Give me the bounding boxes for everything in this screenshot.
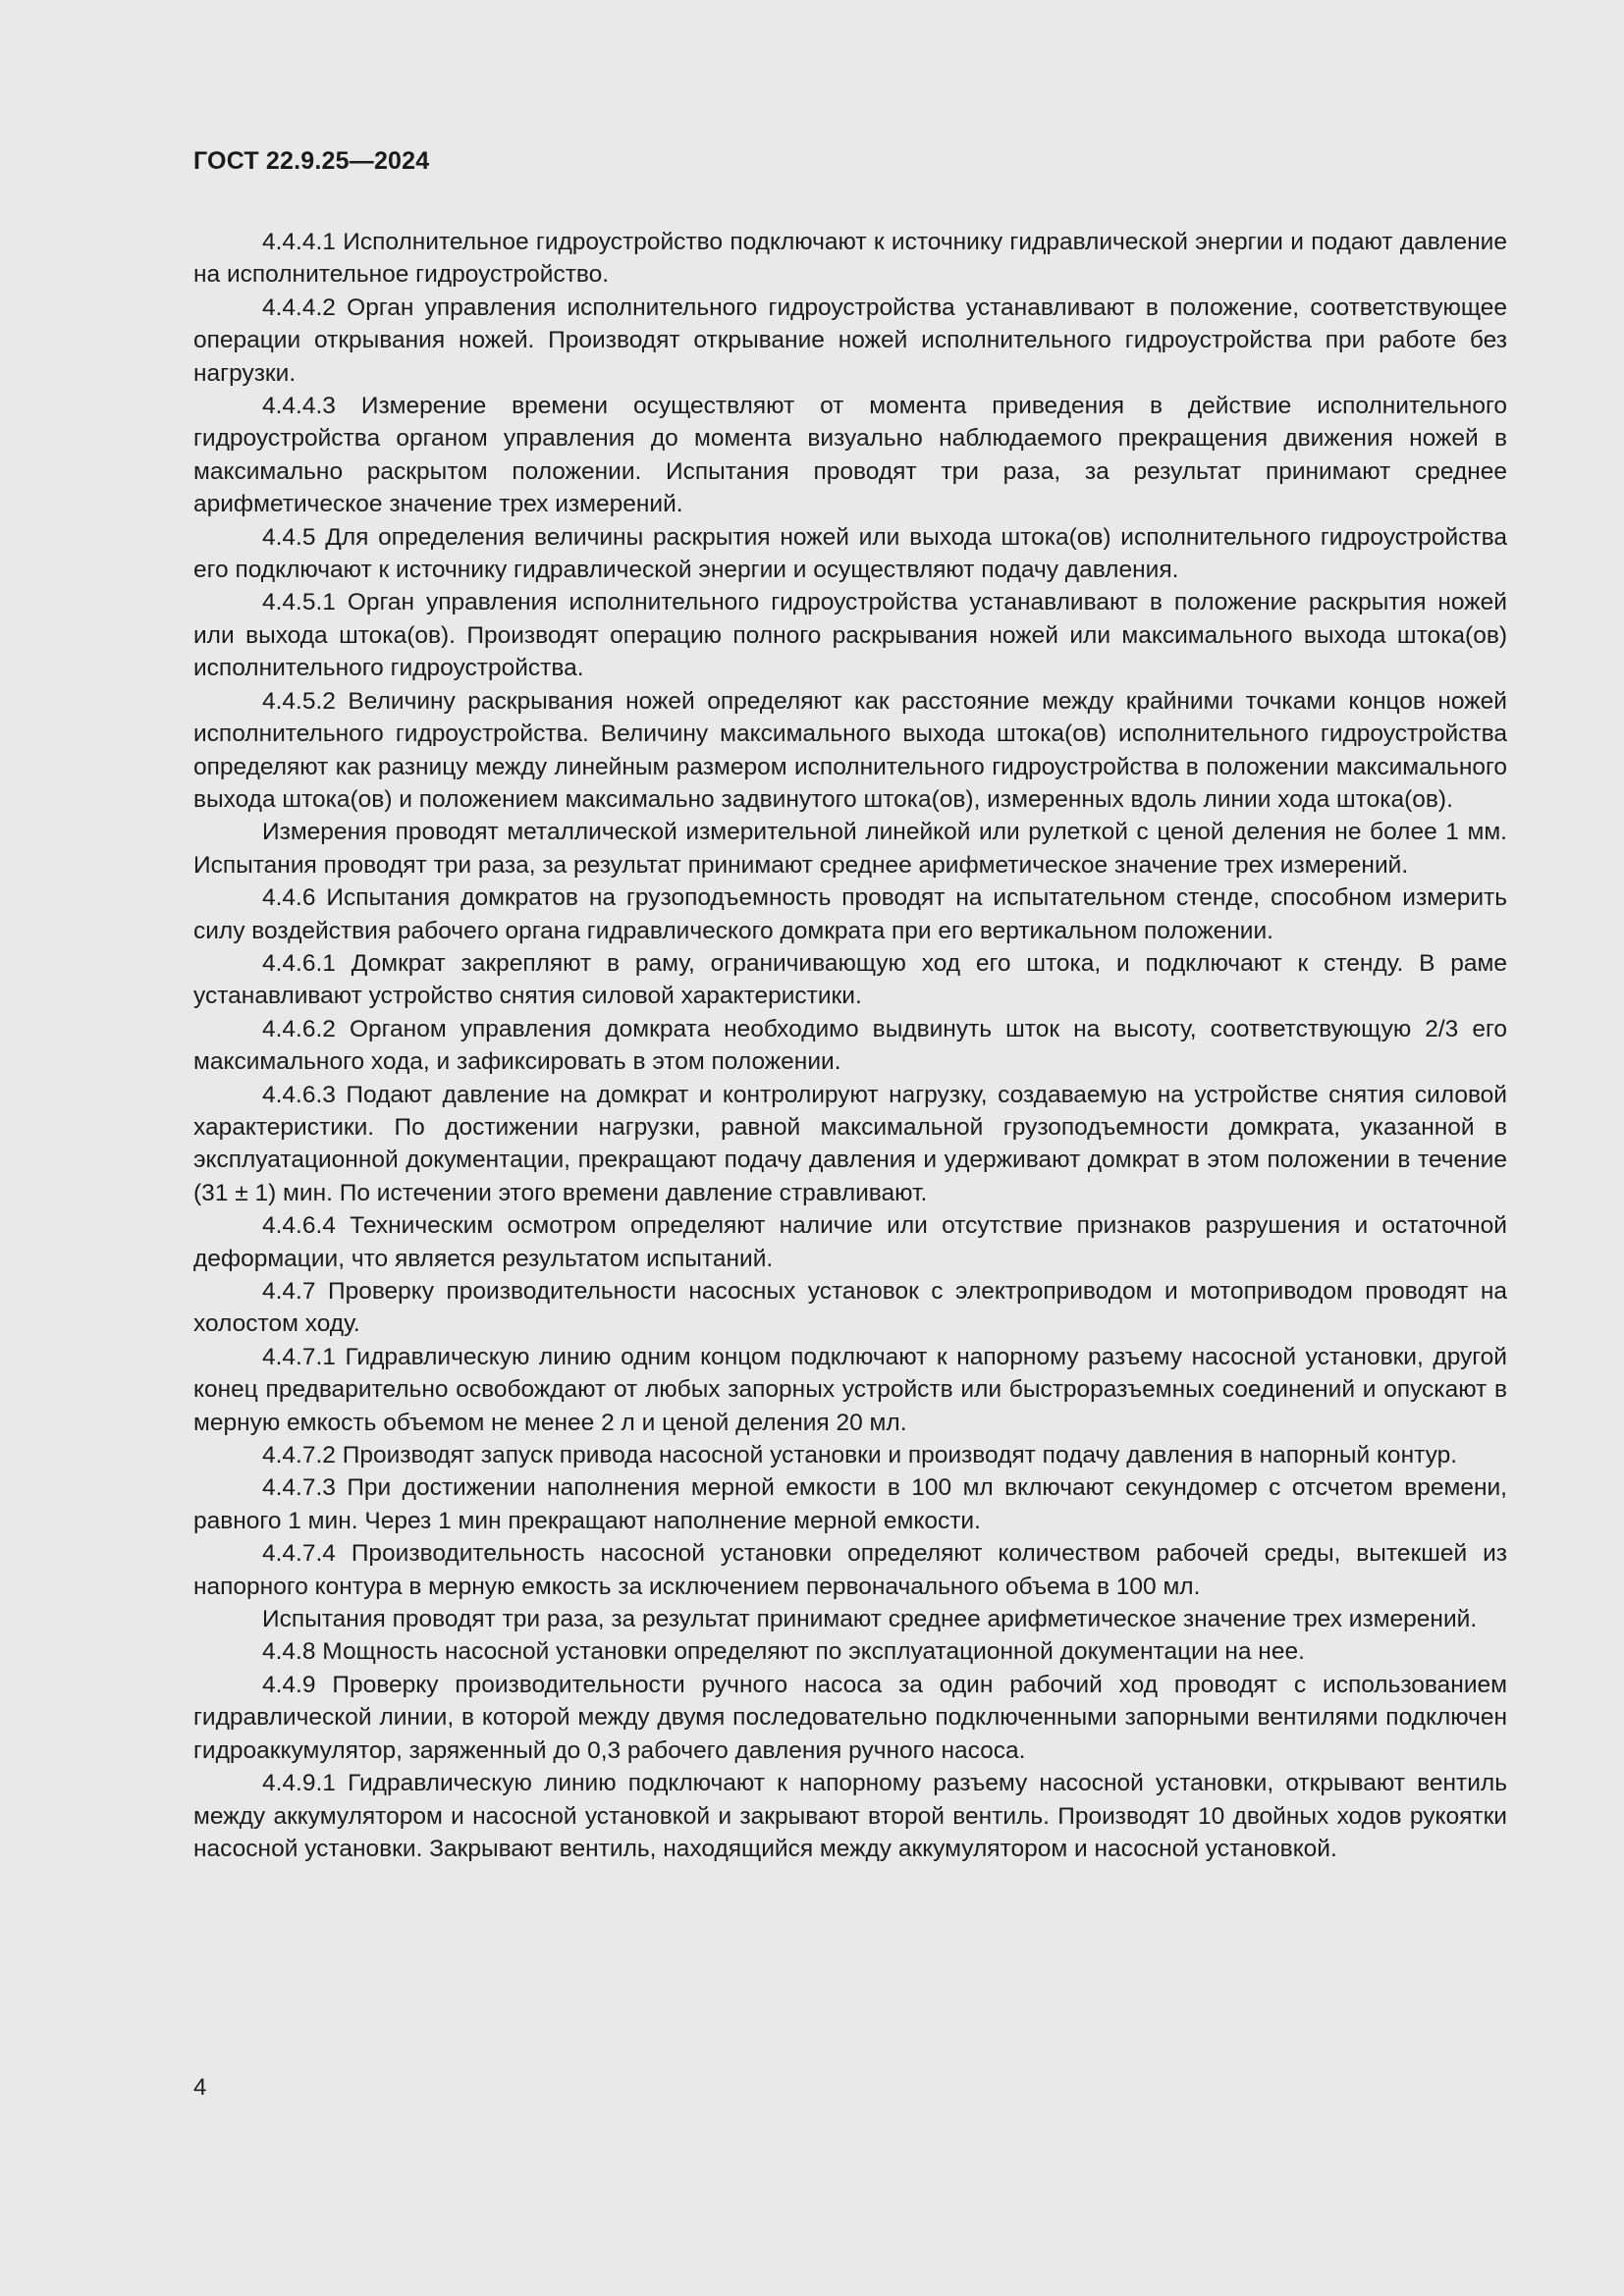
paragraph-4-4-9: 4.4.9 Проверку производительности ручного насоса за один рабочий ход проводят с использованием гидравлической линии, в которой между двумя последовательно подключенными запорными вентилями подключен гидроаккумулятор, заряженный до 0,3 рабочего давления ручного насоса. [193, 1671, 1507, 1764]
paragraph-4-4-7-2: 4.4.7.2 Производят запуск привода насосной установки и производят подачу давления в напорный контур. [262, 1442, 1457, 1469]
paragraph-4-4-6-3: 4.4.6.3 Подают давление на домкрат и контролируют нагрузку, создаваемую на устройстве снятия силовой характеристики. По достижении нагрузки, равной максимальной грузоподъемности домкрата, указанной в эксплуатационной документации, прекращают подачу давления и удерживают домкрат в этом положении в течение (31 ± 1) мин. По истечении этого времени давление стравливают. [193, 1081, 1507, 1206]
paragraph-4-4-7-3: 4.4.7.3 При достижении наполнения мерной емкости в 100 мл включают секундомер с отсчетом времени, равного 1 мин. Через 1 мин прекращают наполнение мерной емкости. [193, 1474, 1507, 1534]
paragraph-4-4-4-3: 4.4.4.3 Измерение времени осуществляют от момента приведения в действие исполнительного гидроустройства органом управления до момента визуально наблюдаемого прекращения движения ножей в максимально раскрытом положении. Испытания проводят три раза, за результат принимают среднее арифметическое значение трех измерений. [193, 393, 1507, 518]
paragraph-4-4-6-2: 4.4.6.2 Органом управления домкрата необходимо выдвинуть шток на высоту, соответствующую 2/3 его максимального хода, и зафиксировать в этом положении. [193, 1015, 1507, 1076]
paragraph-4-4-6-1: 4.4.6.1 Домкрат закрепляют в раму, ограничивающую ход его штока, и подключают к стенду. В раме устанавливают устройство снятия силовой характеристики. [193, 949, 1507, 1010]
paragraph-4-4-5: 4.4.5 Для определения величины раскрытия ножей или выхода штока(ов) исполнительного гидроустройства его подключают к источнику гидравлической энергии и осуществляют подачу давления. [193, 523, 1507, 584]
paragraph-tests-repeat: Испытания проводят три раза, за результат принимают среднее арифметическое значение трех измерений. [262, 1606, 1478, 1633]
paragraph-4-4-5-1: 4.4.5.1 Орган управления исполнительного гидроустройства устанавливают в положение раскрытия ножей или выхода штока(ов). Производят операцию полного раскрывания ножей или максимального выхода штока(ов) исполнительного гидроустройства. [193, 589, 1507, 682]
paragraph-4-4-7-1: 4.4.7.1 Гидравлическую линию одним концом подключают к напорному разъему насосной установки, другой конец предварительно освобождают от любых запорных устройств или быстроразъемных соединений и опускают в мерную емкость объемом не менее 2 л и ценой деления 20 мл. [193, 1343, 1507, 1436]
paragraph-4-4-7: 4.4.7 Проверку производительности насосных установок с электроприводом и мотоприводом проводят на холостом ходу. [193, 1278, 1507, 1338]
paragraph-4-4-7-4: 4.4.7.4 Производительность насосной установки определяют количеством рабочей среды, вытекшей из напорного контура в мерную емкость за исключением первоначального объема в 100 мл. [193, 1540, 1507, 1600]
paragraph-4-4-6-4: 4.4.6.4 Техническим осмотром определяют наличие или отсутствие признаков разрушения и остаточной деформации, что является результатом испытаний. [193, 1212, 1507, 1272]
paragraph-4-4-9-1: 4.4.9.1 Гидравлическую линию подключают к напорному разъему насосной установки, открывают вентиль между аккумулятором и насосной установкой и закрывают второй вентиль. Производят 10 двойных ходов рукоятки насосной установки. Закрывают вентиль, находящийся между аккумулятором и насосной установкой. [193, 1770, 1507, 1862]
paragraph-4-4-4-2: 4.4.4.2 Орган управления исполнительного гидроустройства устанавливают в положение, соответствующее операции открывания ножей. Производят открывание ножей исполнительного гидроустройства при работе без нагрузки. [193, 294, 1507, 387]
document-header: ГОСТ 22.9.25—2024 [193, 147, 430, 175]
paragraph-4-4-5-2: 4.4.5.2 Величину раскрывания ножей определяют как расстояние между крайними точками концов ножей исполнительного гидроустройства. Величину максимального выхода штока(ов) исполнительного гидроустройства определяют как разницу между линейным размером исполнительного гидроустройства в положении максимального выхода штока(ов) и положением максимально задвинутого штока(ов), измеренных вдоль линии хода штока(ов). [193, 687, 1507, 813]
paragraph-4-4-4-1: 4.4.4.1 Исполнительное гидроустройство подключают к источнику гидравлической энергии и подают давление на исполнительное гидроустройство. [193, 229, 1507, 289]
paragraph-4-4-8: 4.4.8 Мощность насосной установки определяют по эксплуатационной документации на нее. [262, 1638, 1305, 1666]
document-body [193, 226, 1507, 1865]
paragraph-measurements: Измерения проводят металлической измерительной линейкой или рулеткой с ценой деления не более 1 мм. Испытания проводят три раза, за результат принимают среднее арифметическое значение трех измерений. [193, 819, 1507, 879]
paragraph-4-4-6: 4.4.6 Испытания домкратов на грузоподъемность проводят на испытательном стенде, способном измерить силу воздействия рабочего органа гидравлического домкрата при его вертикальном положении. [193, 884, 1507, 944]
page-number: 4 [193, 2074, 207, 2101]
